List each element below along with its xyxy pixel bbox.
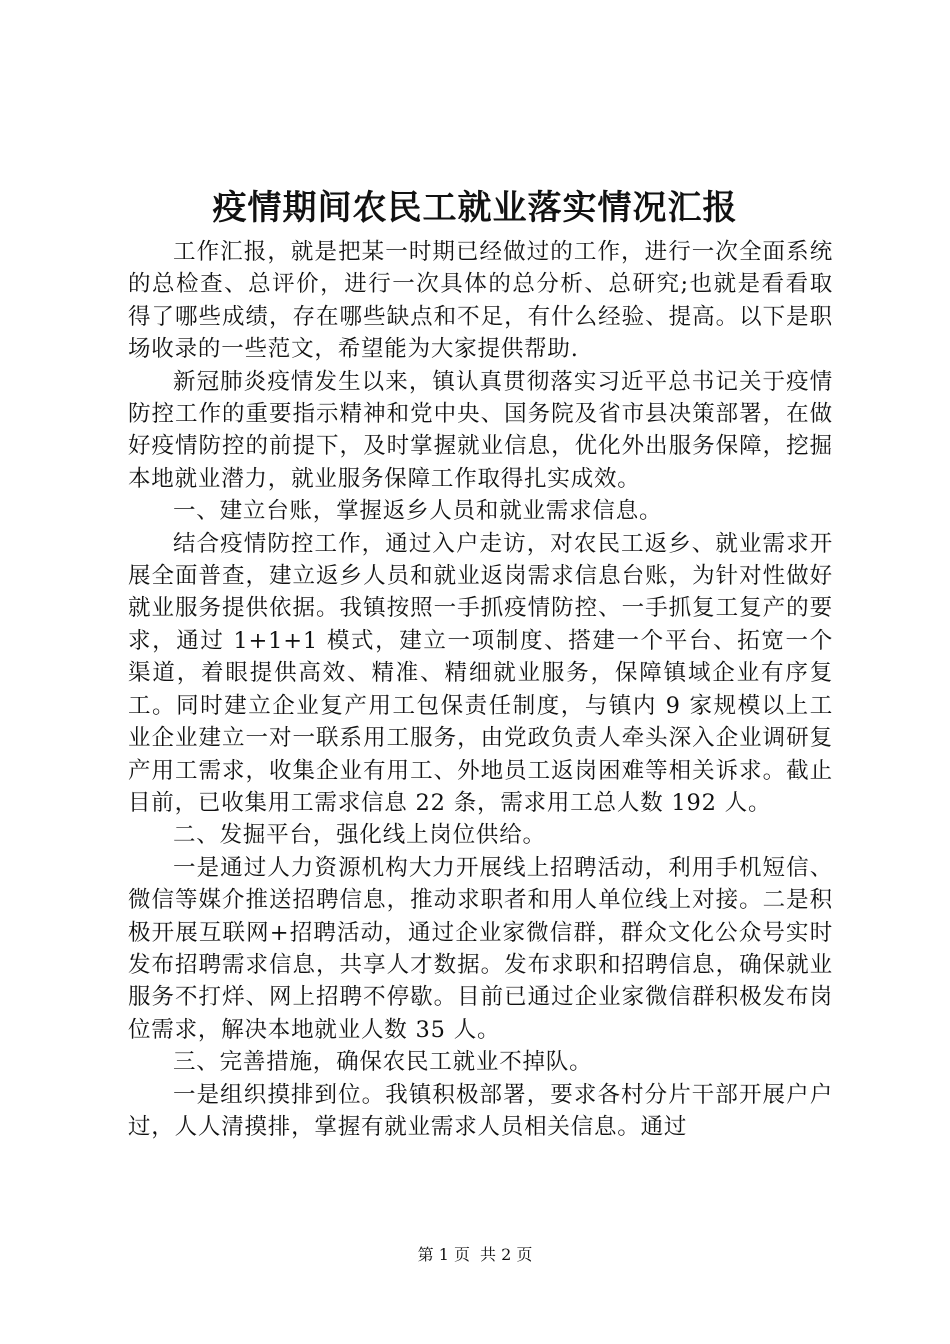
document-title: 疫情期间农民工就业落实情况汇报 <box>212 188 738 228</box>
paragraph-intro: 工作汇报，就是把某一时期已经做过的工作，进行一次全面系统的总检查、总评价，进行一次具体的总分析、总研究;也就是看看取得了哪些成绩，存在哪些缺点和不足，有什么经验、提高。以下是职场收录的一些范文，希望能为大家提供帮助. <box>128 239 833 363</box>
page-number-total: 共 2 页 <box>480 1245 533 1264</box>
document-body <box>128 236 833 1143</box>
section-heading-2: 二、发掘平台，强化线上岗位供给。 <box>173 822 546 849</box>
paragraph-background: 新冠肺炎疫情发生以来，镇认真贯彻落实习近平总书记关于疫情防控工作的重要指示精神和党中央、国务院及省市县决策部署，在做好疫情防控的前提下，及时掌握就业信息，优化外出服务保障，挖掘本地就业潜力，就业服务保障工作取得扎实成效。 <box>128 368 833 492</box>
paragraph-section-1: 结合疫情防控工作，通过入户走访，对农民工返乡、就业需求开展全面普查，建立返乡人员和就业返岗需求信息台账，为针对性做好就业服务提供依据。我镇按照一手抓疫情防控、一手抓复工复产的要求，通过 1+1+1 模式，建立一项制度、搭建一个平台、拓宽一个渠道，着眼提供高效、精准、精细就业服务，保障镇域企业有序复工。同时建立企业复产用工包保责任制度，与镇内 9 家规模以上工业企业建立一对一联系用工服务，由党政负责人牵头深入企业调研复产用工需求，收集企业有用工、外地员工返岗困难等相关诉求。截止目前，已收集用工需求信息 22 条，需求用工总人数 192 人。 <box>128 530 833 816</box>
paragraph-section-3: 一是组织摸排到位。我镇积极部署，要求各村分片干部开展户户过，人人清摸排，掌握有就业需求人员相关信息。通过 <box>128 1081 833 1140</box>
paragraph-section-2: 一是通过人力资源机构大力开展线上招聘活动，利用手机短信、微信等媒介推送招聘信息，推动求职者和用人单位线上对接。二是积极开展互联网+招聘活动，通过企业家微信群，群众文化公众号实时发布招聘需求信息，共享人才数据。发布求职和招聘信息，确保就业服务不打烊、网上招聘不停歇。目前已通过企业家微信群积极发布岗位需求，解决本地就业人数 35 人。 <box>128 854 833 1043</box>
section-heading-3: 三、完善措施，确保农民工就业不掉队。 <box>173 1049 593 1076</box>
section-heading-1: 一、建立台账，掌握返乡人员和就业需求信息。 <box>173 498 663 525</box>
page-number-current: 第 1 页 <box>417 1245 470 1264</box>
page-footer <box>0 1244 950 1266</box>
